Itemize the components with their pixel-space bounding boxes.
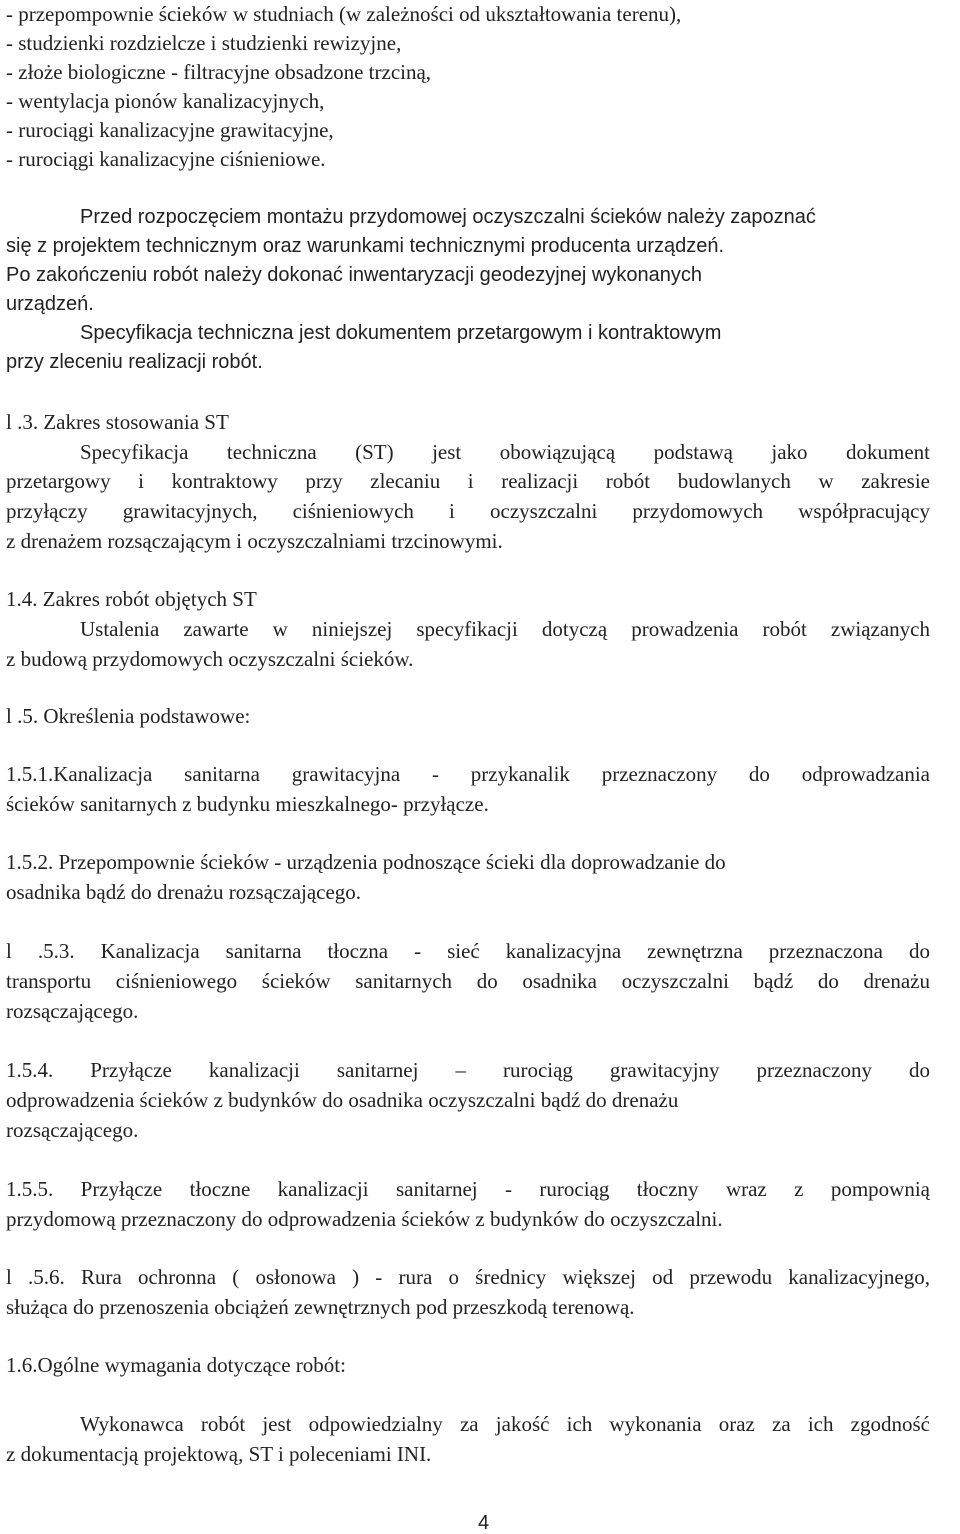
intro-line: przy zleceniu realizacji robót. <box>6 351 263 373</box>
section-heading-1-3: l .3. Zakres stosowania ST <box>6 410 229 434</box>
paragraph-line: z dokumentacją projektową, ST i poleceniami INI. <box>6 1442 432 1466</box>
definition-line: 1.5.4. Przyłącze kanalizacji sanitarnej – rurociąg grawitacyjny przeznaczony do <box>6 1058 930 1082</box>
list-item: - rurociągi kanalizacyjne grawitacyjne, <box>6 118 334 142</box>
section-heading-1-6: 1.6.Ogólne wymagania dotyczące robót: <box>6 1353 346 1377</box>
definition-line: służąca do przenoszenia obciążeń zewnętrznych pod przeszkodą terenową. <box>6 1295 635 1319</box>
paragraph-line: Wykonawca robót jest odpowiedzialny za jakość ich wykonania oraz za ich zgodność <box>80 1412 930 1436</box>
list-item: - studzienki rozdzielcze i studzienki rewizyjne, <box>6 31 402 55</box>
list-item: - przepompownie ścieków w studniach (w zależności od ukształtowania terenu), <box>6 2 682 26</box>
definition-line: 1.5.1.Kanalizacja sanitarna grawitacyjna - przykanalik przeznaczony do odprowadzania <box>6 762 930 786</box>
paragraph-line: przyłączy grawitacyjnych, ciśnieniowych i oczyszczalni przydomowych współpracujący <box>6 499 930 523</box>
page-number: 4 <box>478 1512 490 1534</box>
intro-line: urządzeń. <box>6 293 94 315</box>
definition-line: osadnika bądź do drenażu rozsączającego. <box>6 880 362 904</box>
section-heading-1-5: l .5. Określenia podstawowe: <box>6 704 251 728</box>
list-item: - złoże biologiczne - filtracyjne obsadzone trzciną, <box>6 60 432 84</box>
paragraph-line: Specyfikacja techniczna (ST) jest obowiązującą podstawą jako dokument <box>80 440 930 464</box>
intro-line: Przed rozpoczęciem montażu przydomowej oczyszczalni ścieków należy zapoznać <box>80 206 816 228</box>
definition-line: transportu ciśnieniowego ścieków sanitarnych do osadnika oczyszczalni bądź do drenażu <box>6 969 930 993</box>
paragraph-line: z budową przydomowych oczyszczalni ścieków. <box>6 647 414 671</box>
paragraph-line: przetargowy i kontraktowy przy zlecaniu i realizacji robót budowlanych w zakresie <box>6 469 930 493</box>
intro-line: się z projektem technicznym oraz warunkami technicznymi producenta urządzeń. <box>6 235 725 257</box>
section-heading-1-4: 1.4. Zakres robót objętych ST <box>6 587 257 611</box>
intro-line: Specyfikacja techniczna jest dokumentem przetargowym i kontraktowym <box>80 322 722 344</box>
definition-line: l .5.3. Kanalizacja sanitarna tłoczna - sieć kanalizacyjna zewnętrzna przeznaczona do <box>6 939 930 963</box>
definition-line: odprowadzenia ścieków z budynków do osadnika oczyszczalni bądź do drenażu <box>6 1088 679 1112</box>
definition-line: 1.5.5. Przyłącze tłoczne kanalizacji sanitarnej - rurociąg tłoczny wraz z pompownią <box>6 1177 930 1201</box>
intro-line: Po zakończeniu robót należy dokonać inwentaryzacji geodezyjnej wykonanych <box>6 264 702 286</box>
definition-line: przydomową przeznaczony do odprowadzenia ścieków z budynków do oczyszczalni. <box>6 1207 723 1231</box>
list-item: - wentylacja pionów kanalizacyjnych, <box>6 89 325 113</box>
paragraph-line: Ustalenia zawarte w niniejszej specyfikacji dotyczą prowadzenia robót związanych <box>80 617 930 641</box>
list-item: - rurociągi kanalizacyjne ciśnieniowe. <box>6 147 326 171</box>
paragraph-line: z drenażem rozsączającym i oczyszczalniami trzcinowymi. <box>6 529 503 553</box>
definition-line: l .5.6. Rura ochronna ( osłonowa ) - rura o średnicy większej od przewodu kanalizacyjnego, <box>6 1265 930 1289</box>
definition-line: ścieków sanitarnych z budynku mieszkalnego- przyłącze. <box>6 792 489 816</box>
definition-line: rozsączającego. <box>6 999 139 1023</box>
definition-line: rozsączającego. <box>6 1118 139 1142</box>
definition-line: 1.5.2. Przepompownie ścieków - urządzenia podnoszące ścieki dla doprowadzanie do <box>6 850 726 874</box>
